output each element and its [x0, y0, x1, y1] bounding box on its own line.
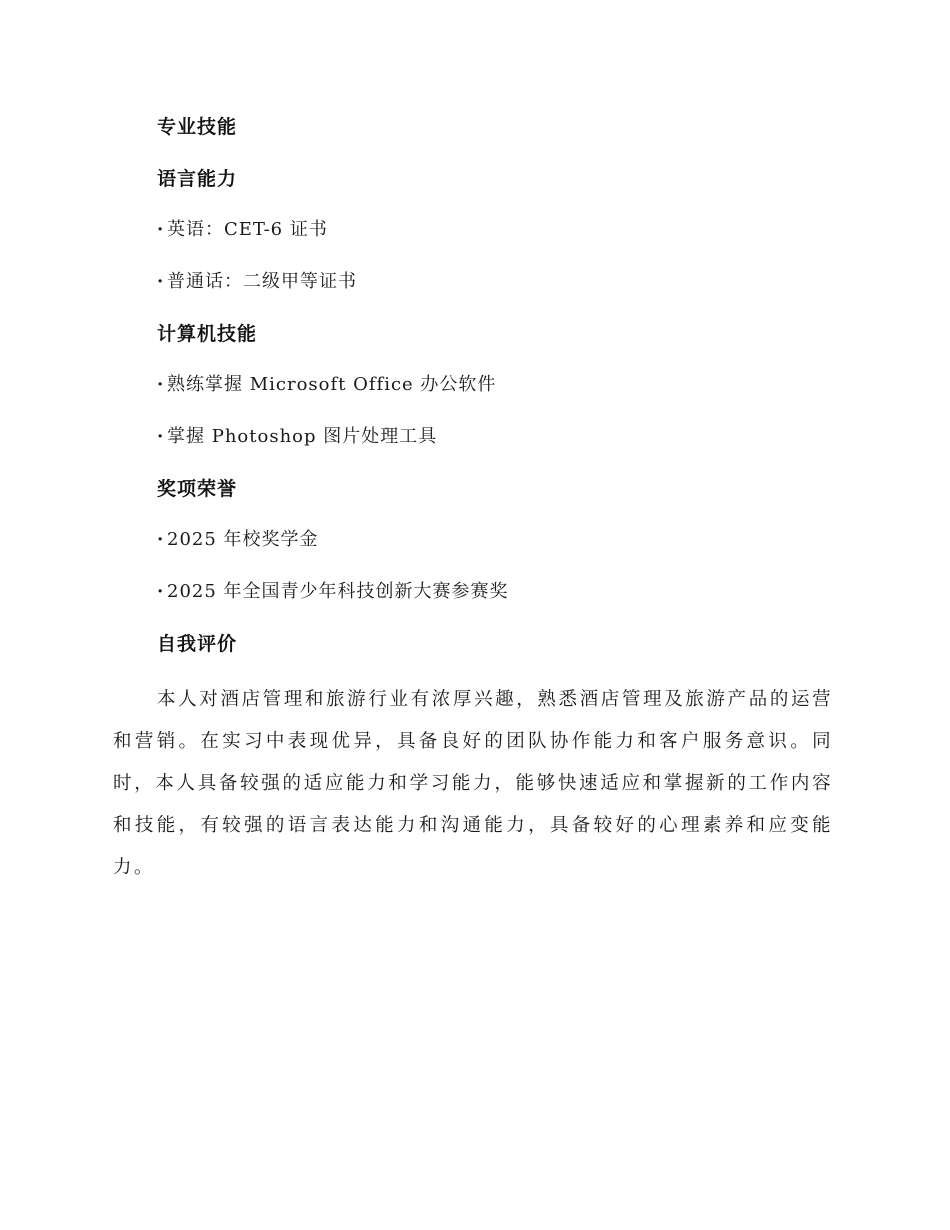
list-item [157, 528, 319, 552]
bullet-icon: · [157, 219, 165, 240]
list-item [157, 270, 357, 294]
bullet-icon: · [157, 426, 165, 447]
list-item [157, 425, 437, 449]
self-eval-paragraph: 本人对酒店管理和旅游行业有浓厚兴趣，熟悉酒店管理及旅游产品的运营和营销。在实习中表现优异，具备良好的团队协作能力和客户服务意识。同时，本人具备较强的适应能力和学习能力，能够快速适应和掌握新的工作内容和技能，有较强的语言表达能力和沟通能力，具备较好的心理素养和应变能力。 [113, 689, 833, 878]
language-heading: 语言能力 [157, 168, 238, 190]
awards-heading: 奖项荣誉 [157, 478, 238, 500]
award-item-scholarship: 2025 年校奖学金 [167, 529, 319, 550]
list-item [157, 373, 496, 397]
language-item-english: 英语：CET-6 证书 [167, 219, 328, 240]
skills-heading: 专业技能 [157, 116, 238, 138]
self-eval-heading: 自我评价 [157, 633, 238, 655]
bullet-icon: · [157, 374, 165, 395]
bullet-icon: · [157, 581, 165, 602]
computer-item-photoshop: 掌握 Photoshop 图片处理工具 [167, 426, 438, 447]
list-item [157, 218, 328, 242]
bullet-icon: · [157, 529, 165, 550]
list-item [157, 580, 509, 604]
bullet-icon: · [157, 271, 165, 292]
language-item-mandarin: 普通话：二级甲等证书 [167, 271, 357, 292]
award-item-competition: 2025 年全国青少年科技创新大赛参赛奖 [167, 581, 509, 602]
computer-heading: 计算机技能 [157, 323, 258, 345]
computer-item-office: 熟练掌握 Microsoft Office 办公软件 [167, 374, 497, 395]
